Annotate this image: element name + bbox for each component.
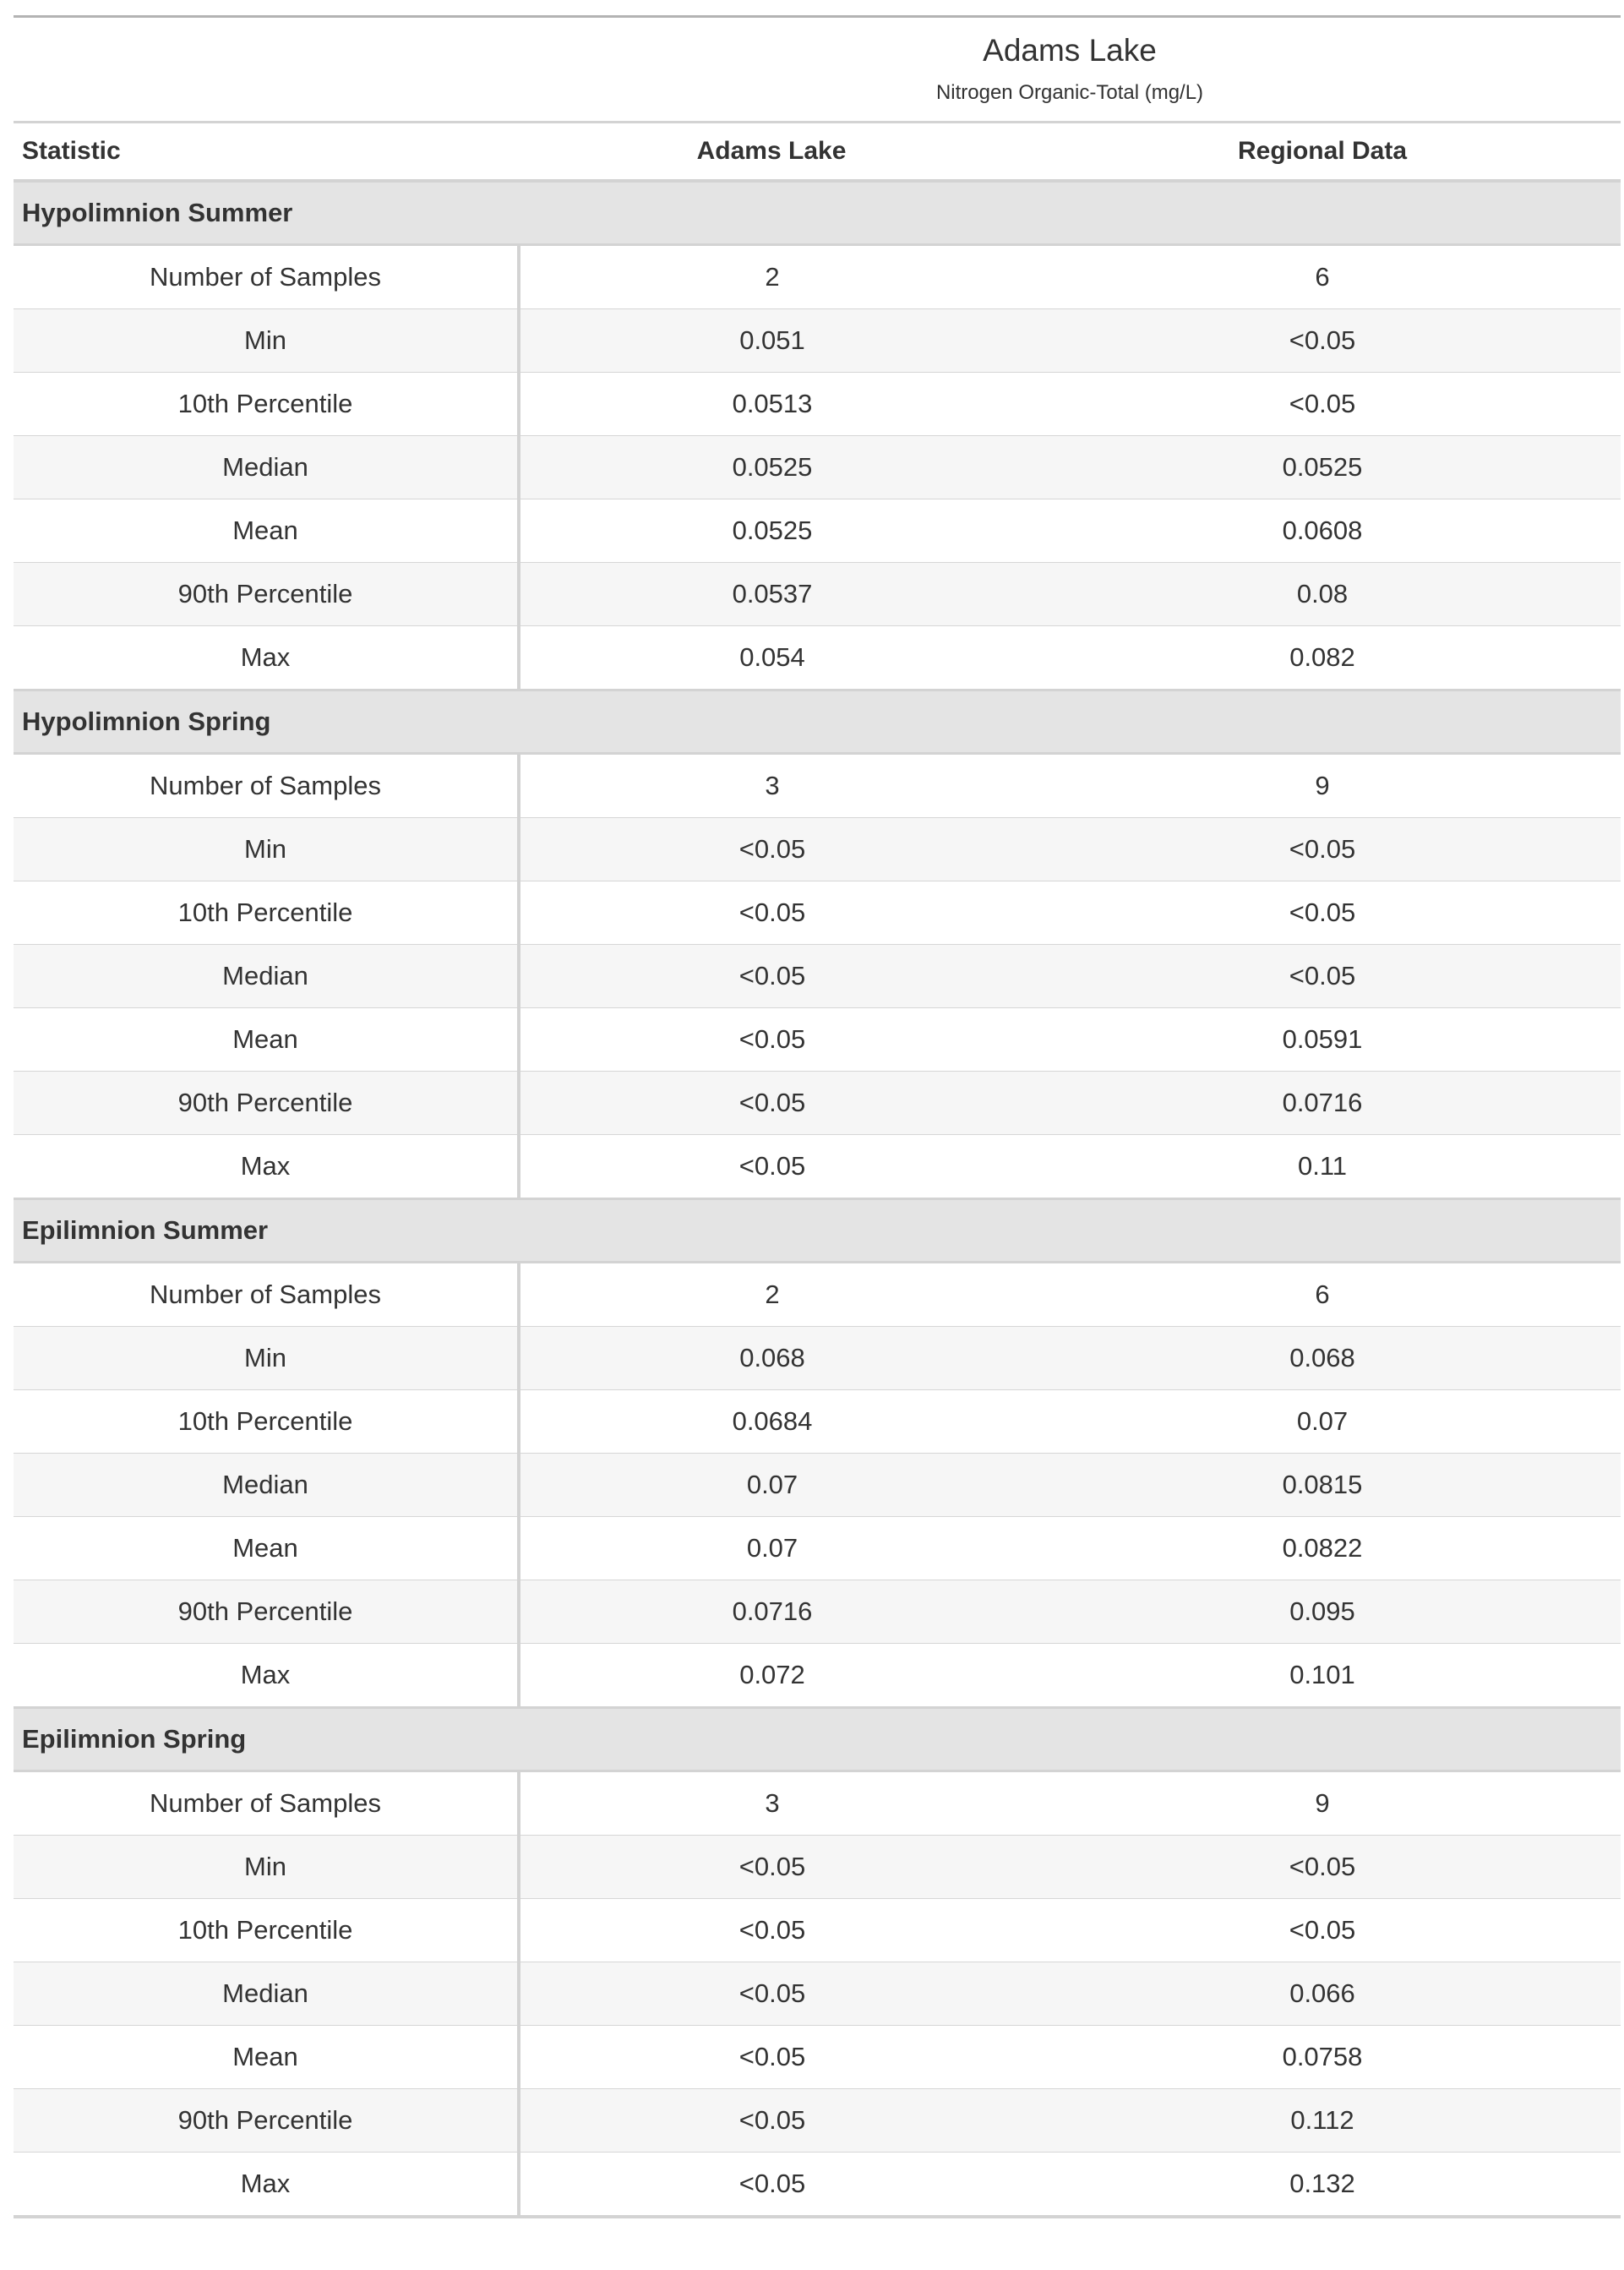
cell-regional-value: 0.0822 bbox=[1024, 1517, 1621, 1580]
cell-regional-value: 0.0525 bbox=[1024, 436, 1621, 499]
cell-lake-value: 2 bbox=[519, 245, 1024, 309]
table-title: Adams Lake bbox=[983, 33, 1157, 68]
cell-statistic: Median bbox=[14, 1962, 519, 2026]
cell-lake-value: <0.05 bbox=[519, 818, 1024, 881]
cell-lake-value: 0.0525 bbox=[519, 436, 1024, 499]
cell-lake-value: 0.0716 bbox=[519, 1580, 1024, 1644]
statistics-table bbox=[14, 123, 1621, 2215]
table-row bbox=[14, 2089, 1621, 2153]
cell-statistic: Max bbox=[14, 626, 519, 690]
table-row bbox=[14, 1899, 1621, 1962]
cell-regional-value: <0.05 bbox=[1024, 945, 1621, 1008]
cell-statistic: Mean bbox=[14, 499, 519, 563]
summary-table-container bbox=[14, 15, 1621, 2218]
cell-regional-value: <0.05 bbox=[1024, 881, 1621, 945]
cell-statistic: Max bbox=[14, 1644, 519, 1708]
cell-lake-value: <0.05 bbox=[519, 2026, 1024, 2089]
table-row bbox=[14, 626, 1621, 690]
cell-statistic: Min bbox=[14, 309, 519, 373]
group-row bbox=[14, 181, 1621, 245]
table-row bbox=[14, 1517, 1621, 1580]
cell-regional-value: 0.095 bbox=[1024, 1580, 1621, 1644]
column-header-regional: Regional Data bbox=[1024, 123, 1621, 181]
table-row bbox=[14, 2153, 1621, 2216]
cell-statistic: Min bbox=[14, 818, 519, 881]
cell-statistic: Median bbox=[14, 436, 519, 499]
group-label: Hypolimnion Summer bbox=[14, 181, 1621, 245]
cell-lake-value: <0.05 bbox=[738, 1151, 806, 1181]
cell-lake-value: <0.05 bbox=[519, 2089, 1024, 2153]
cell-statistic: Median bbox=[14, 1454, 519, 1517]
cell-statistic: 10th Percentile bbox=[14, 1899, 519, 1962]
table-row bbox=[14, 1836, 1621, 1899]
cell-lake-value: 0.0513 bbox=[519, 373, 1024, 436]
table-row bbox=[14, 1327, 1621, 1390]
table-row bbox=[14, 499, 1621, 563]
cell-lake-value: <0.05 bbox=[519, 1962, 1024, 2026]
table-header bbox=[14, 123, 1621, 181]
cell-regional-value: 0.101 bbox=[1289, 1660, 1355, 1689]
column-header-row bbox=[14, 123, 1621, 181]
bottom-rule bbox=[14, 2215, 1621, 2218]
cell-regional-value: <0.05 bbox=[1024, 1899, 1621, 1962]
table-row bbox=[14, 881, 1621, 945]
table-row bbox=[14, 1135, 1621, 1199]
cell-lake-value: <0.05 bbox=[738, 2169, 806, 2198]
cell-regional-value: 0.11 bbox=[1297, 1151, 1348, 1181]
group-row bbox=[14, 690, 1621, 754]
cell-statistic: 10th Percentile bbox=[14, 373, 519, 436]
cell-lake-value: 0.051 bbox=[519, 309, 1024, 373]
table-row bbox=[14, 1644, 1621, 1708]
group-label: Epilimnion Summer bbox=[14, 1199, 1621, 1263]
table-row bbox=[14, 1580, 1621, 1644]
table-subtitle: Nitrogen Organic-Total (mg/L) bbox=[935, 81, 1204, 104]
cell-regional-value: 6 bbox=[1024, 245, 1621, 309]
cell-regional-value: 0.0758 bbox=[1024, 2026, 1621, 2089]
cell-lake-value: 0.054 bbox=[739, 642, 805, 672]
cell-regional-value: 0.068 bbox=[1024, 1327, 1621, 1390]
table-row bbox=[14, 2026, 1621, 2089]
table-row bbox=[14, 1072, 1621, 1135]
table-row bbox=[14, 1454, 1621, 1517]
cell-lake-value: 0.0537 bbox=[519, 563, 1024, 626]
cell-regional-value: 0.07 bbox=[1024, 1390, 1621, 1454]
table-row bbox=[14, 1008, 1621, 1072]
cell-lake-value: 2 bbox=[519, 1263, 1024, 1327]
cell-lake-value: 0.07 bbox=[519, 1454, 1024, 1517]
table-row bbox=[14, 1263, 1621, 1327]
cell-lake-value: 0.07 bbox=[519, 1517, 1024, 1580]
cell-regional-value: <0.05 bbox=[1024, 309, 1621, 373]
cell-regional-value: 9 bbox=[1024, 1771, 1621, 1836]
cell-statistic: Number of Samples bbox=[14, 245, 519, 309]
cell-regional-value: <0.05 bbox=[1024, 818, 1621, 881]
table-row bbox=[14, 563, 1621, 626]
cell-statistic: Min bbox=[14, 1327, 519, 1390]
table-row bbox=[14, 818, 1621, 881]
cell-statistic: Min bbox=[14, 1836, 519, 1899]
cell-lake-value: 0.072 bbox=[739, 1660, 805, 1689]
table-row bbox=[14, 373, 1621, 436]
table-row bbox=[14, 245, 1621, 309]
table-row bbox=[14, 754, 1621, 818]
cell-regional-value: 0.08 bbox=[1024, 563, 1621, 626]
cell-statistic: Mean bbox=[14, 1517, 519, 1580]
cell-lake-value: 3 bbox=[519, 754, 1024, 818]
cell-regional-value: <0.05 bbox=[1024, 1836, 1621, 1899]
table-row bbox=[14, 309, 1621, 373]
cell-regional-value: 9 bbox=[1024, 754, 1621, 818]
cell-regional-value: 0.066 bbox=[1024, 1962, 1621, 2026]
cell-statistic: Mean bbox=[14, 2026, 519, 2089]
cell-regional-value: 0.0608 bbox=[1024, 499, 1621, 563]
cell-lake-value: 0.0525 bbox=[519, 499, 1024, 563]
table-row bbox=[14, 945, 1621, 1008]
column-header-statistic: Statistic bbox=[14, 123, 519, 181]
table-row bbox=[14, 436, 1621, 499]
cell-statistic: Number of Samples bbox=[14, 1771, 519, 1836]
group-label: Hypolimnion Spring bbox=[14, 690, 1621, 754]
cell-regional-value: 0.112 bbox=[1024, 2089, 1621, 2153]
cell-statistic: Number of Samples bbox=[14, 1263, 519, 1327]
cell-statistic: 10th Percentile bbox=[14, 1390, 519, 1454]
group-row bbox=[14, 1199, 1621, 1263]
cell-regional-value: 0.0815 bbox=[1024, 1454, 1621, 1517]
cell-statistic: 90th Percentile bbox=[14, 563, 519, 626]
cell-lake-value: <0.05 bbox=[519, 1072, 1024, 1135]
cell-regional-value: 6 bbox=[1024, 1263, 1621, 1327]
group-label: Epilimnion Spring bbox=[14, 1708, 1621, 1771]
cell-lake-value: 0.068 bbox=[519, 1327, 1024, 1390]
cell-statistic: 90th Percentile bbox=[14, 1580, 519, 1644]
column-header-lake: Adams Lake bbox=[519, 123, 1024, 181]
table-body bbox=[14, 181, 1621, 2215]
cell-regional-value: 0.132 bbox=[1289, 2169, 1355, 2198]
table-row bbox=[14, 1771, 1621, 1836]
group-row bbox=[14, 1708, 1621, 1771]
cell-regional-value: 0.082 bbox=[1289, 642, 1355, 672]
table-row bbox=[14, 1390, 1621, 1454]
cell-lake-value: <0.05 bbox=[519, 1899, 1024, 1962]
cell-statistic: Median bbox=[14, 945, 519, 1008]
cell-statistic: 10th Percentile bbox=[14, 881, 519, 945]
cell-regional-value: 0.0591 bbox=[1024, 1008, 1621, 1072]
cell-lake-value: 0.0684 bbox=[519, 1390, 1024, 1454]
cell-statistic: Max bbox=[14, 1135, 519, 1199]
cell-statistic: 90th Percentile bbox=[14, 1072, 519, 1135]
cell-lake-value: <0.05 bbox=[519, 1836, 1024, 1899]
cell-lake-value: <0.05 bbox=[519, 1008, 1024, 1072]
table-row bbox=[14, 1962, 1621, 2026]
cell-statistic: 90th Percentile bbox=[14, 2089, 519, 2153]
cell-lake-value: <0.05 bbox=[519, 881, 1024, 945]
cell-statistic: Mean bbox=[14, 1008, 519, 1072]
cell-lake-value: 3 bbox=[519, 1771, 1024, 1836]
cell-statistic: Max bbox=[14, 2153, 519, 2216]
cell-lake-value: <0.05 bbox=[519, 945, 1024, 1008]
cell-regional-value: <0.05 bbox=[1024, 373, 1621, 436]
cell-statistic: Number of Samples bbox=[14, 754, 519, 818]
table-heading bbox=[519, 18, 1621, 106]
cell-regional-value: 0.0716 bbox=[1024, 1072, 1621, 1135]
